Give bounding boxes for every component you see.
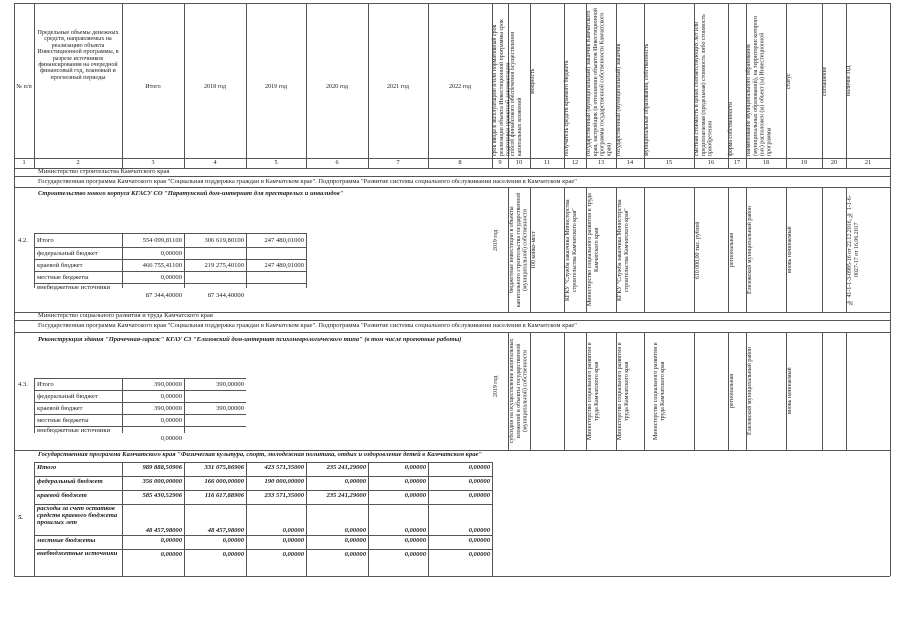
cell-2020: 235 241,29000: [326, 492, 366, 499]
object-title: Строительство нового корпуса КГАСУ СО "Паратунский дом-интернат для престарелых и инвалидов": [38, 190, 344, 197]
cell-2018: 219 275,40100: [204, 262, 244, 269]
col-line: [822, 332, 823, 450]
col-line: [586, 158, 587, 168]
cell-2020: 0,00000: [344, 551, 366, 558]
col-line: [746, 158, 747, 168]
header-agreement: соглашение: [822, 66, 828, 96]
header-2019: 2019 год: [264, 84, 288, 90]
row-line: [34, 402, 246, 403]
pd-value: № 41-1-1-3-0995-16 от 22.12.2016, № 1-1-6-0027-17 от 16.06.2017: [847, 195, 860, 305]
row-label: местные бюджеты: [37, 274, 89, 281]
col-line: [822, 158, 823, 168]
col-line: [890, 158, 891, 168]
cell-total: 0,00000: [160, 417, 182, 424]
header-limits: Предельные объемы денежных средств, направляемых на реализацию объекта Инвестиционной программы, в разрезе источников финансирования на очередной финансовый год, плановый и прогнозный периоды: [37, 30, 119, 81]
program-title: Государственная программа Камчатского края "Социальная поддержка граждан в Камчатском крае". Подпрограмма "Развитие системы социального обслуживания населения в Камчатском крае": [38, 322, 577, 329]
header-total: Итого: [145, 84, 161, 90]
cell-total: 554 099,81100: [142, 237, 182, 244]
row-label: местные бюджеты: [37, 417, 89, 424]
cell-2020: 0,00000: [344, 527, 366, 534]
column-number: 14: [626, 159, 634, 166]
column-number: 21: [864, 159, 872, 166]
header-capacity: мощность: [530, 68, 536, 94]
header-num: № п/п: [16, 84, 32, 90]
cell-2022: 0,00000: [468, 492, 490, 499]
col-line: [564, 158, 565, 168]
cell-total: 0,00000: [160, 250, 182, 257]
header-cost: сметная стоимость в ценах соответствующих лет или предполагаемая (предельная) стоимость либо стоимость приобретения: [694, 14, 714, 156]
status-value: вновь начинаемый: [787, 367, 793, 415]
header-method: способ финансового обеспечения осуществления капитальных вложений: [510, 32, 523, 156]
row-border: [14, 332, 890, 333]
col-line: [492, 462, 493, 576]
col-line: [306, 233, 307, 288]
row-line: [34, 414, 246, 415]
program-title: Государственная программа Камчатского края "Физическая культура, спорт, молодежная политика, отдых и оздоровление детей в Камчатском крае": [38, 451, 482, 458]
municipality-value: Елизовский муниципальный район: [747, 205, 753, 295]
cell-total: 87 344,40000: [145, 292, 182, 299]
cell-2018: 87 344,40000: [207, 292, 244, 299]
program-title: Государственная программа Камчатского края "Социальная поддержка граждан в Камчатском крае". Подпрограмма "Развитие системы социального обслуживания населения в Камчатском крае": [38, 178, 577, 185]
cell-2022: 0,00000: [468, 478, 490, 485]
header-status: статус: [786, 73, 792, 89]
developer-value: Министерство социального развития и труда Камчатского края: [653, 342, 666, 440]
cell-2021: 0,00000: [404, 551, 426, 558]
column-number: 19: [800, 159, 808, 166]
cell-total: 0,00000: [160, 274, 182, 281]
header-bottom-border: [14, 158, 890, 159]
cell-total: 0,00000: [160, 551, 182, 558]
row-label: Итого: [37, 464, 57, 471]
recipient-value: КГКУ "Служба заказчика Министерства строительства Камчатского края": [565, 199, 578, 301]
capacity-value: 100 койко-мест: [531, 230, 537, 270]
cell-2018: 166 000,00000: [204, 478, 244, 485]
col-line: [34, 462, 35, 576]
column-number: 18: [762, 159, 770, 166]
col-line: [306, 158, 307, 168]
col-line: [34, 233, 35, 288]
row-border: [14, 187, 890, 188]
col-line: [644, 187, 645, 312]
cell-2022: 0,00000: [468, 537, 490, 544]
cell-2019: 423 571,35000: [264, 464, 304, 471]
col-line: [508, 158, 509, 168]
cell-total: 390,00000: [153, 405, 182, 412]
row-line: [34, 476, 492, 477]
cell-total: 0,00000: [160, 393, 182, 400]
col-line: [34, 3, 35, 168]
column-number: 9: [498, 159, 502, 166]
recipient-value: Министерство социального развития и труда Камчатского края: [587, 342, 600, 440]
cell-2018: 0,00000: [222, 537, 244, 544]
col-line: [616, 158, 617, 168]
row-label: внебюджетные источники: [37, 284, 111, 291]
term-value: 2019 год: [493, 375, 499, 397]
column-number: 8: [458, 159, 462, 166]
col-line: [34, 378, 35, 433]
header-2020: 2020 год: [325, 84, 349, 90]
col-line: [694, 158, 695, 168]
customer-value: Министерство социального развития и труда Камчатского края: [617, 342, 630, 440]
col-line: [428, 158, 429, 168]
cell-total: 356 000,00000: [142, 478, 182, 485]
col-line: [846, 158, 847, 168]
object-title: Реконструкция здания "Прачечная-гараж" КГАУ СЗ "Елизовский дом-интернат психоневрологического типа" (в том числе проектные работы): [38, 336, 462, 343]
cell-total: 390,00000: [153, 381, 182, 388]
ministry-title: Министерство социального развития и труда Камчатского края: [38, 312, 213, 319]
header-pd: наличие ПД: [846, 65, 852, 97]
row-line: [34, 490, 492, 491]
column-number: 2: [76, 159, 80, 166]
cell-2021: 0,00000: [404, 464, 426, 471]
cell-2019: 0,00000: [282, 537, 304, 544]
header-recipient: получатель средств краевого бюджета: [564, 60, 570, 156]
row-line: [34, 247, 306, 248]
col-line: [786, 158, 787, 168]
cell-2019: 190 000,00000: [264, 478, 304, 485]
header-term: срок ввода в эксплуатацию и/или нормативный срок реализации объекта Инвестиционной программы срок подготовки проектной документации: [492, 19, 512, 156]
col-line: [34, 158, 35, 168]
status-value: вновь начинаемый: [787, 226, 793, 274]
cell-total: 585 430,52906: [142, 492, 182, 499]
municipality-value: Елизовский муниципальный район: [747, 346, 753, 436]
row-number: 4.2.: [18, 237, 28, 244]
column-number: 12: [571, 159, 579, 166]
cell-2018: 331 075,86906: [204, 464, 244, 471]
row-line: [34, 259, 306, 260]
cell-2019: 247 480,01000: [264, 262, 304, 269]
col-line: [530, 332, 531, 450]
cell-total: 0,00000: [160, 435, 182, 442]
header-2022: 2022 год: [448, 84, 472, 90]
row-line: [34, 233, 306, 234]
cell-2020: 235 241,29000: [326, 464, 366, 471]
cell-2018: 48 457,98000: [207, 527, 244, 534]
row-label: краевой бюджет: [37, 492, 87, 499]
header-2018: 2018 год: [203, 84, 227, 90]
row-label: краевой бюджет: [37, 405, 83, 412]
column-number: 20: [830, 159, 838, 166]
header-2021: 2021 год: [386, 84, 410, 90]
col-line: [368, 158, 369, 168]
cell-2018: 390,00000: [215, 405, 244, 412]
col-line: [564, 332, 565, 450]
ministry-title: Министерство строительства Камчатского края: [38, 168, 170, 175]
cost-value: 610 000,00 тыс. рублей: [695, 221, 701, 279]
column-number: 10: [515, 159, 523, 166]
column-number: 7: [396, 159, 400, 166]
ownership-value: региональная: [729, 233, 735, 267]
row-label: Итого: [37, 237, 54, 244]
row-label: федеральный бюджет: [37, 250, 98, 257]
customer-value: Министерство социального развития и труда Камчатского края: [587, 193, 600, 307]
col-line: [644, 332, 645, 450]
row-label: местные бюджеты: [37, 537, 96, 544]
cell-2019: 0,00000: [282, 527, 304, 534]
cell-2020: 0,00000: [344, 537, 366, 544]
col-line: [846, 332, 847, 450]
column-number: 13: [597, 159, 605, 166]
cell-2022: 0,00000: [468, 551, 490, 558]
row-number: 5.: [18, 514, 23, 521]
cell-2019: 0,00000: [282, 551, 304, 558]
header-munic: муниципальные образования, собственность: [644, 43, 650, 156]
cell-2021: 0,00000: [404, 527, 426, 534]
col-line: [184, 158, 185, 168]
cell-total: 48 457,98000: [145, 527, 182, 534]
row-line: [34, 271, 306, 272]
ownership-value: региональная: [729, 374, 735, 408]
column-number: 11: [544, 159, 550, 166]
row-border: [14, 320, 890, 321]
term-value: 2019 год: [493, 229, 499, 251]
row-line: [34, 378, 246, 379]
column-number: 17: [733, 159, 741, 166]
cell-2022: 0,00000: [468, 527, 490, 534]
cell-2021: 0,00000: [404, 478, 426, 485]
column-number: 1: [22, 159, 26, 166]
cell-2021: 0,00000: [404, 537, 426, 544]
cell-2018: 116 617,88906: [204, 492, 244, 499]
row-label: расходы за счет остатков средств краевого бюджета прошлых лет: [37, 505, 118, 526]
column-number: 3: [151, 159, 155, 166]
developer-value: КГКУ "Служба заказчика Министерства строительства Камчатского края": [617, 199, 630, 301]
cell-2019: 247 480,01000: [264, 237, 304, 244]
cell-total: 989 888,50906: [142, 464, 182, 471]
cell-2018: 306 619,80100: [204, 237, 244, 244]
header-zakazchik: государственный (муниципальный) заказчик: [616, 43, 622, 156]
col-line: [530, 158, 531, 168]
col-line: [492, 158, 493, 168]
column-number: 5: [274, 159, 278, 166]
cell-total: 0,00000: [160, 537, 182, 544]
column-number: 16: [707, 159, 715, 166]
row-label: федеральный бюджет: [37, 478, 103, 485]
method-value: бюджетные инвестиции в объекты капитального строительства государственной (муниципальной) собственности: [509, 192, 529, 308]
row-line: [34, 462, 492, 463]
column-number: 6: [335, 159, 339, 166]
table-bottom-border: [14, 576, 890, 577]
cell-2019: 233 571,35000: [264, 492, 304, 499]
col-line: [122, 158, 123, 168]
header-municipality: наименование муниципального образования (муниципальных образований), на территории которого (ых) расположен (ы) объект (ы) Инвестиционной программы: [746, 15, 773, 156]
cell-2022: 0,00000: [468, 464, 490, 471]
col-line: [246, 158, 247, 168]
cell-total: 466 755,41100: [142, 262, 182, 269]
col-line: [694, 332, 695, 450]
col-line: [644, 158, 645, 168]
col-line: [14, 158, 15, 168]
row-border: [14, 176, 890, 177]
cell-2018: 0,00000: [222, 551, 244, 558]
column-number: 15: [665, 159, 673, 166]
cell-2021: 0,00000: [404, 492, 426, 499]
row-label: федеральный бюджет: [37, 393, 98, 400]
header-customer: государственный (муниципальный) заказчик Камчатского края, застройщик (в отношении объектов Инвестиционной программы государственной собственности Камчатского края): [586, 7, 613, 156]
col-line: [822, 187, 823, 312]
table-top-border: [14, 3, 890, 4]
header-ownership: форма собственности: [728, 101, 734, 156]
column-number: 4: [213, 159, 217, 166]
col-line: [728, 158, 729, 168]
row-line: [34, 535, 492, 536]
cell-2020: 0,00000: [344, 478, 366, 485]
row-label: внебюджетные источники: [37, 427, 111, 434]
cell-2018: 390,00000: [215, 381, 244, 388]
col-line: [890, 3, 891, 576]
row-label: Итого: [37, 381, 54, 388]
row-label: внебюджетные источники: [37, 550, 118, 557]
row-label: краевой бюджет: [37, 262, 83, 269]
method-value: субсидии на осуществление капитальных вложений в объекты государственной (муниципальной) собственности: [509, 338, 529, 444]
row-line: [34, 390, 246, 391]
row-number: 4.3.: [18, 381, 28, 388]
